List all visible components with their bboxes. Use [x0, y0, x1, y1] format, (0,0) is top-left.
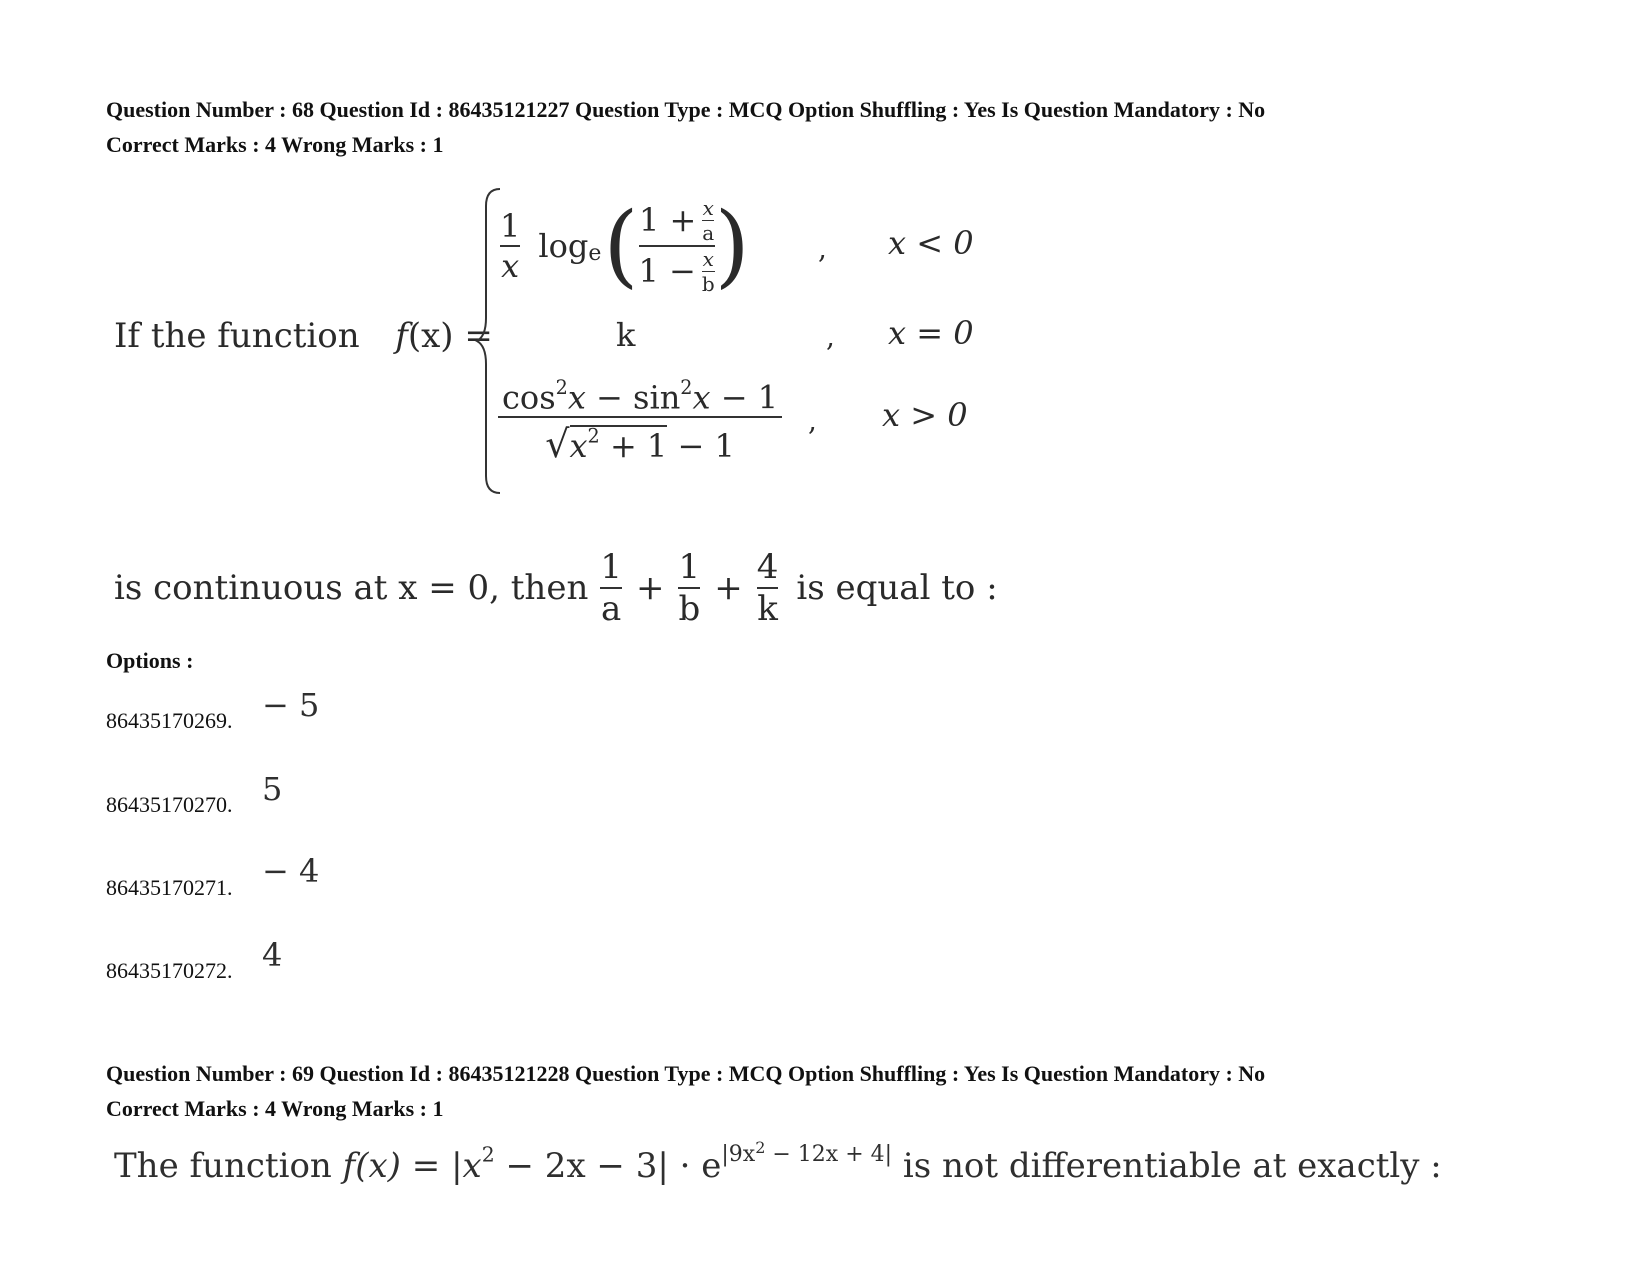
- q69-stem-eq: =: [411, 1146, 441, 1186]
- q69-stem-abs-tail: − 2x − 3|: [494, 1146, 669, 1186]
- case2-condition: x = 0: [888, 314, 974, 352]
- q69-stem-tail: is not differentiable at exactly :: [902, 1146, 1442, 1186]
- option-value: 5: [262, 770, 283, 808]
- case1-right-paren: ): [714, 192, 750, 298]
- q69-stem-lead: The function: [114, 1146, 332, 1186]
- sum-frac-3-num: 4: [756, 547, 779, 587]
- case3-comma: ,: [808, 404, 817, 437]
- case1-x-over-b: [702, 247, 715, 296]
- options-label: Options :: [106, 648, 194, 673]
- case3-numerator: [498, 376, 782, 416]
- q69-header: [106, 1056, 1265, 1126]
- case1-frac-num: 1: [500, 206, 521, 245]
- case3-den-tail: − 1: [667, 427, 735, 466]
- q69-header-line1: Question Number : 69 Question Id : 86435121228 Question Type : MCQ Option Shuffling : Yes Is Question Mandatory : No: [106, 1061, 1266, 1086]
- case3-fraction: [498, 376, 782, 466]
- case1-x-over-a: [702, 196, 714, 245]
- case3-num-tail: − 1: [710, 378, 779, 417]
- q68-equals: =: [464, 316, 493, 356]
- sum-frac-2: [678, 547, 700, 629]
- case3-x1: x: [567, 378, 586, 417]
- case3-sin: − sin: [585, 378, 681, 417]
- q68-header: [106, 92, 1265, 162]
- option-value: − 4: [262, 852, 320, 890]
- sum-frac-3-den: k: [757, 589, 778, 629]
- case1-inner-num: [639, 196, 714, 245]
- case3-cos: cos: [502, 378, 556, 417]
- sum-frac-1-den: a: [601, 589, 622, 629]
- option-id: 86435170269.: [106, 708, 233, 733]
- case3-expression: [498, 376, 782, 466]
- option-id: 86435170270.: [106, 792, 233, 817]
- q68-func-name: f: [395, 316, 408, 356]
- sum-frac-1-num: 1: [600, 547, 622, 587]
- q68-continuity-line: [114, 548, 998, 628]
- case2-comma: ,: [826, 320, 835, 353]
- case3-den-sq: 2: [587, 425, 600, 448]
- q69-stem-abs: |x: [451, 1146, 482, 1186]
- q68-sum-tail: is equal to :: [796, 568, 998, 608]
- case2-value: k: [616, 316, 636, 354]
- sum-frac-3: [757, 547, 779, 629]
- q68-intro: [114, 316, 493, 356]
- sum-plus-2: +: [714, 568, 743, 608]
- q69-exp-a: |9x: [721, 1142, 756, 1167]
- q68-intro-text: If the function: [114, 316, 360, 356]
- q69-stem: [114, 1138, 1442, 1186]
- case1-x-b-den: b: [701, 271, 715, 296]
- q69-header-line2: Correct Marks : 4 Wrong Marks : 1: [106, 1096, 444, 1121]
- sum-frac-2-den: b: [678, 589, 701, 629]
- case1-inner-den-lead: 1 −: [638, 252, 696, 290]
- case1-inner-den: [639, 247, 715, 296]
- option-value: 4: [262, 936, 283, 974]
- q68-func-arg: (x): [407, 316, 454, 356]
- q69-stem-dot: ·: [679, 1146, 691, 1186]
- option-value: − 5: [262, 686, 320, 724]
- option-id: 86435170272.: [106, 958, 233, 983]
- q69-stem-func: f(x): [342, 1146, 401, 1186]
- case1-x-a-num: x: [702, 195, 714, 220]
- case3-sqrt-sign: √: [545, 422, 570, 467]
- q69-stem-exponent: [721, 1138, 893, 1167]
- q68-continuity-text: is continuous at x = 0, then: [114, 568, 589, 608]
- case1-expression: [500, 188, 750, 303]
- case1-reciprocal-fraction: [500, 207, 520, 285]
- sum-frac-1: [600, 547, 622, 629]
- sum-frac-2-num: 1: [678, 547, 701, 587]
- case1-inner-fraction: [639, 196, 715, 296]
- q69-stem-e: e: [701, 1146, 722, 1186]
- option-id: 86435170271.: [106, 875, 233, 900]
- case3-den-plus: + 1: [599, 427, 668, 466]
- case3-den-x: x: [569, 427, 588, 466]
- case1-log-base: e: [588, 241, 602, 266]
- q68-header-line1: Question Number : 68 Question Id : 86435121227 Question Type : MCQ Option Shuffling : Yes Is Question Mandatory : No: [106, 97, 1266, 122]
- case3-denominator: [545, 418, 735, 466]
- case1-inner-num-lead: 1 +: [638, 201, 697, 239]
- case1-x-b-num: x: [702, 246, 714, 271]
- sum-plus-1: +: [635, 568, 665, 608]
- q69-exp-sq: 2: [755, 1138, 766, 1157]
- case1-x-a-den: a: [702, 220, 715, 245]
- q69-stem-sq: 2: [481, 1142, 495, 1167]
- case1-log: log: [538, 226, 589, 265]
- q69-exp-b: − 12x + 4|: [765, 1142, 893, 1167]
- case1-condition: x < 0: [888, 224, 974, 262]
- case3-cos-sq: 2: [555, 376, 568, 399]
- case1-comma: ,: [818, 232, 827, 265]
- case3-sin-sq: 2: [680, 376, 693, 399]
- case1-frac-den: x: [501, 246, 520, 285]
- q68-header-line2: Correct Marks : 4 Wrong Marks : 1: [106, 132, 444, 157]
- case3-x2: x: [692, 378, 711, 417]
- case3-condition: x > 0: [882, 396, 968, 434]
- case1-left-paren: (: [603, 192, 639, 298]
